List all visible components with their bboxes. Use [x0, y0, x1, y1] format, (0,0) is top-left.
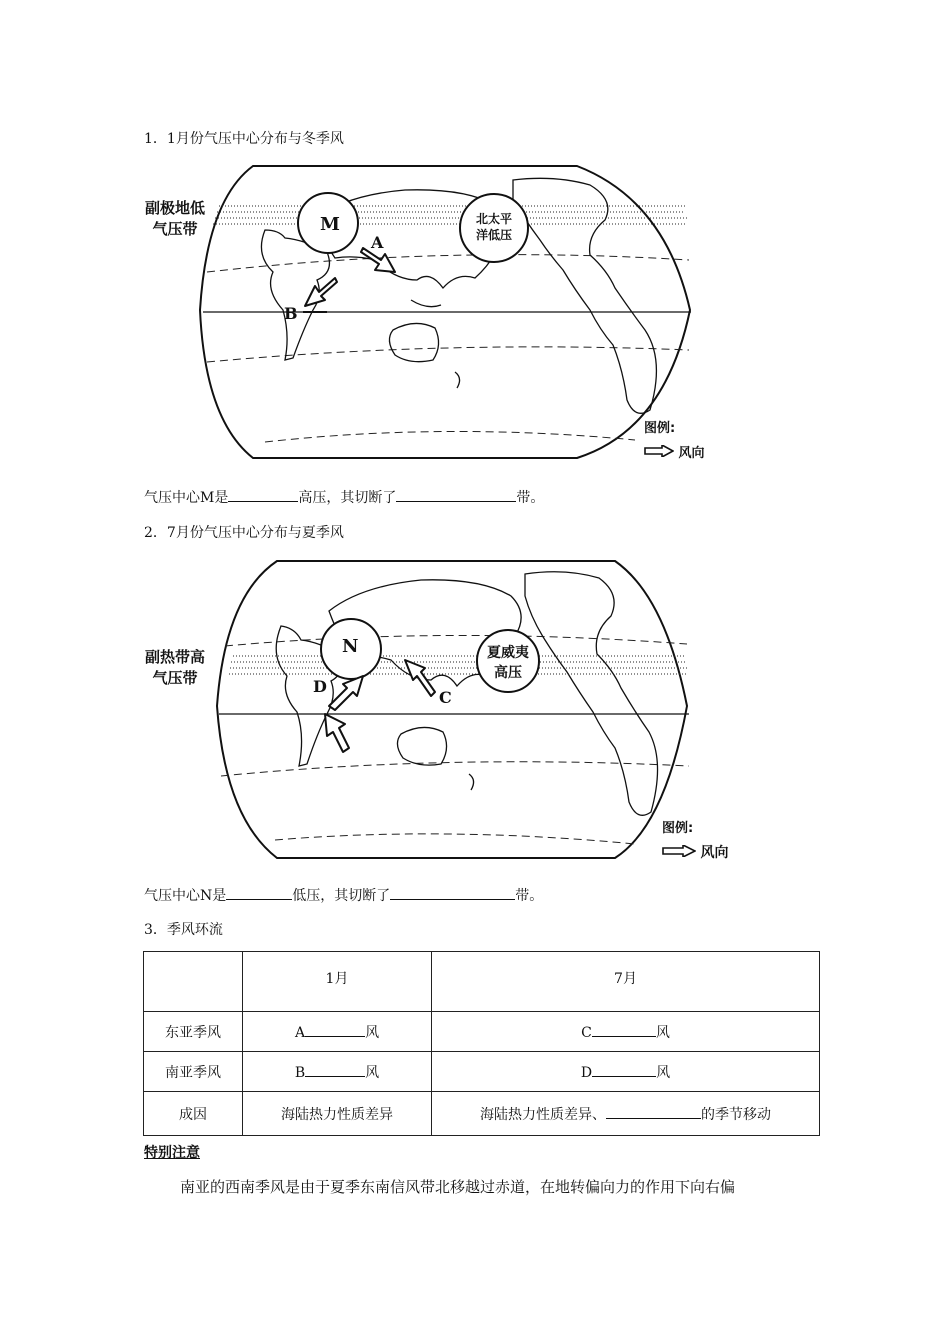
row-label-east-asia: 东亚季风 — [144, 1012, 243, 1052]
july-pressure-map — [195, 556, 695, 862]
row-label-cause: 成因 — [144, 1092, 243, 1136]
question1-part3: 带。 — [516, 490, 545, 506]
arrow-c-label: C — [439, 688, 452, 707]
row-label-south-asia: 南亚季风 — [144, 1052, 243, 1092]
subtropical-high-line1: 副热带高 — [144, 648, 205, 666]
wind-arrow-icon — [644, 445, 674, 457]
table-corner-cell — [144, 952, 243, 1012]
south-asia-jan-blank[interactable] — [305, 1062, 365, 1077]
question1 — [144, 487, 544, 507]
table-header-row — [144, 952, 820, 1012]
cause-jul-blank[interactable] — [606, 1104, 701, 1119]
question2-part1: 气压中心N是 — [144, 888, 227, 904]
table-row — [144, 1052, 820, 1092]
subpolar-low-line2: 气压带 — [152, 220, 198, 238]
south-asia-jul-prefix: D — [580, 1064, 593, 1081]
table-row — [144, 1092, 820, 1136]
map1-legend-item — [644, 442, 705, 461]
center-m-label: M — [320, 214, 340, 235]
east-asia-jan-prefix: A — [294, 1024, 306, 1041]
center-n-label: N — [342, 636, 359, 657]
table-header-jul: 7月 — [432, 952, 820, 1012]
subtropical-high-belt-label — [140, 647, 210, 689]
map2-legend-item — [662, 842, 729, 862]
north-pacific-low-line1: 北太平 — [475, 212, 512, 226]
south-asia-jan-cell — [243, 1052, 432, 1092]
section1-heading: 1．1月份气压中心分布与冬季风 — [144, 131, 344, 147]
north-pacific-low-line2: 洋低压 — [475, 228, 512, 242]
hawaii-high-line2: 高压 — [494, 665, 522, 681]
arrow-d-label: D — [313, 677, 327, 696]
july-map-drawing — [195, 556, 695, 862]
cause-jul-cell — [432, 1092, 820, 1136]
cause-jan-cell: 海陆热力性质差异 — [243, 1092, 432, 1136]
hawaii-high-line1: 夏威夷 — [487, 645, 529, 661]
east-asia-jul-cell — [432, 1012, 820, 1052]
map1-legend — [644, 417, 705, 461]
east-asia-jul-blank[interactable] — [592, 1022, 656, 1037]
south-asia-jul-cell — [432, 1052, 820, 1092]
question1-blank1[interactable] — [228, 487, 298, 502]
question2-blank2[interactable] — [390, 885, 515, 900]
wind-arrow-icon — [662, 845, 696, 857]
north-pacific-low-label — [462, 211, 526, 243]
note-title: 特别注意 — [144, 1145, 200, 1161]
hawaii-high-label — [478, 643, 538, 683]
arrow-a-label: A — [371, 233, 384, 252]
south-asia-jan-prefix: B — [294, 1064, 306, 1081]
cause-jul-suffix: 的季节移动 — [701, 1106, 771, 1123]
map2-legend-text: 风向 — [700, 845, 729, 861]
subtropical-high-line2: 气压带 — [152, 669, 198, 687]
question1-part1: 气压中心M是 — [144, 490, 229, 506]
table-row — [144, 1012, 820, 1052]
table-header-jan: 1月 — [243, 952, 432, 1012]
subpolar-low-line1: 副极地低 — [144, 199, 205, 217]
question1-blank2[interactable] — [396, 487, 516, 502]
cause-jul-prefix: 海陆热力性质差异、 — [480, 1106, 606, 1123]
note-body: 南亚的西南季风是由于夏季东南信风带北移越过赤道，在地转偏向力的作用下向右偏 — [180, 1178, 736, 1196]
east-asia-jul-prefix: C — [581, 1024, 592, 1041]
monsoon-table — [143, 951, 820, 1136]
section3-heading: 3．季风环流 — [144, 922, 223, 938]
south-asia-jan-suffix: 风 — [365, 1064, 380, 1081]
south-asia-jul-blank[interactable] — [592, 1062, 656, 1077]
east-asia-jan-suffix: 风 — [365, 1024, 380, 1041]
question2 — [144, 885, 543, 905]
question1-part2: 高压，其切断了 — [298, 490, 397, 506]
section2-heading: 2．7月份气压中心分布与夏季风 — [144, 525, 344, 541]
map1-legend-text: 风向 — [678, 446, 705, 461]
question2-blank1[interactable] — [226, 885, 292, 900]
subpolar-low-belt-label — [140, 198, 210, 240]
map2-legend — [662, 817, 729, 862]
map2-legend-title: 图例: — [662, 821, 694, 836]
arrow-b-label: B — [284, 304, 298, 323]
question2-part3: 带。 — [515, 888, 544, 904]
question2-part2: 低压，其切断了 — [292, 888, 391, 904]
south-asia-jul-suffix: 风 — [656, 1064, 671, 1081]
east-asia-jan-cell — [243, 1012, 432, 1052]
map1-legend-title: 图例: — [644, 421, 676, 436]
east-asia-jul-suffix: 风 — [655, 1024, 670, 1041]
east-asia-jan-blank[interactable] — [305, 1022, 365, 1037]
january-map-drawing — [195, 160, 715, 460]
january-pressure-map — [195, 160, 715, 460]
